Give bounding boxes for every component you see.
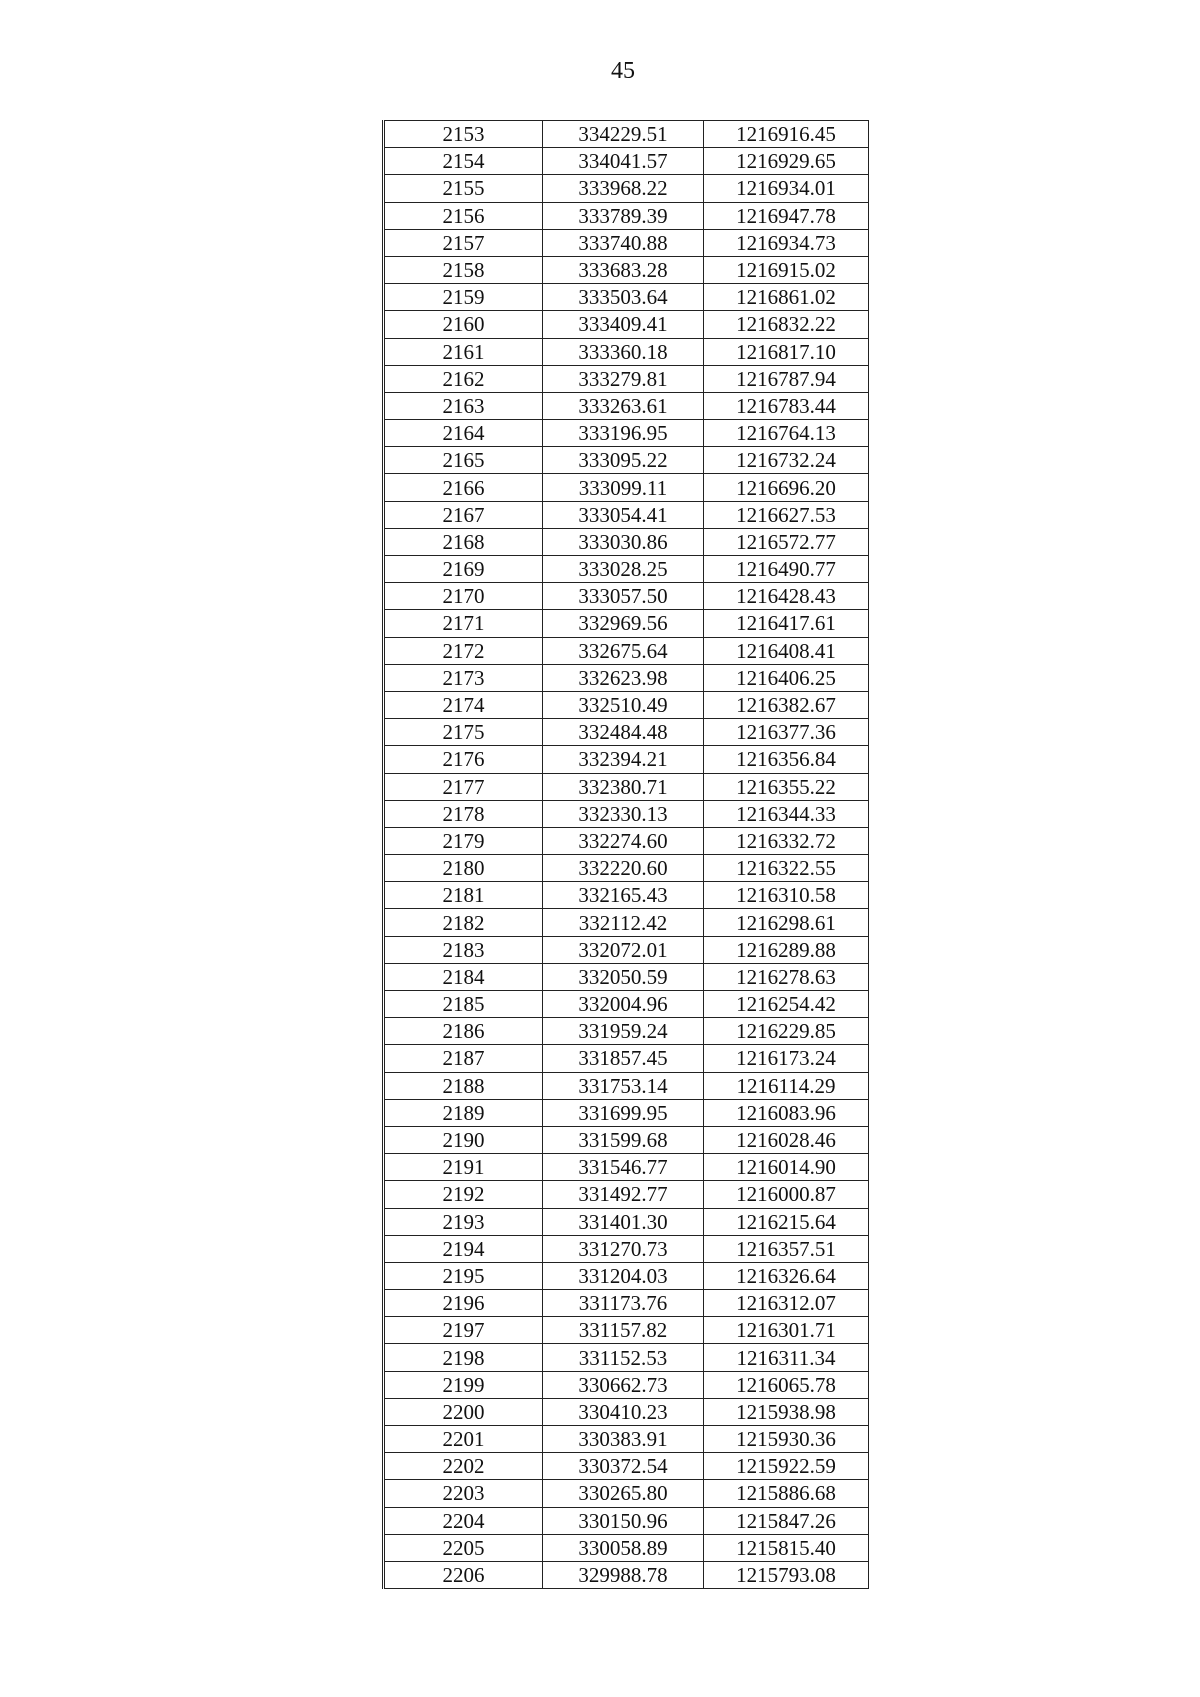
table-row bbox=[384, 719, 869, 746]
point-number-cell: 2165 bbox=[384, 447, 543, 474]
y-coordinate-cell: 1216929.65 bbox=[704, 148, 869, 175]
x-coordinate-cell: 331959.24 bbox=[543, 1018, 704, 1045]
point-number-cell: 2187 bbox=[384, 1045, 543, 1072]
table-row bbox=[384, 936, 869, 963]
point-number-cell: 2168 bbox=[384, 528, 543, 555]
table-row bbox=[384, 392, 869, 419]
table-row bbox=[384, 610, 869, 637]
y-coordinate-cell: 1215815.40 bbox=[704, 1534, 869, 1561]
x-coordinate-cell: 331152.53 bbox=[543, 1344, 704, 1371]
y-coordinate-cell: 1216254.42 bbox=[704, 991, 869, 1018]
table-row bbox=[384, 256, 869, 283]
point-number-cell: 2206 bbox=[384, 1561, 543, 1588]
x-coordinate-cell: 331270.73 bbox=[543, 1235, 704, 1262]
point-number-cell: 2174 bbox=[384, 691, 543, 718]
point-number-cell: 2190 bbox=[384, 1126, 543, 1153]
x-coordinate-cell: 333789.39 bbox=[543, 202, 704, 229]
table-row bbox=[384, 691, 869, 718]
table-row bbox=[384, 175, 869, 202]
y-coordinate-cell: 1216083.96 bbox=[704, 1099, 869, 1126]
y-coordinate-cell: 1216355.22 bbox=[704, 773, 869, 800]
x-coordinate-cell: 331401.30 bbox=[543, 1208, 704, 1235]
x-coordinate-cell: 330265.80 bbox=[543, 1480, 704, 1507]
table-row bbox=[384, 1154, 869, 1181]
x-coordinate-cell: 332623.98 bbox=[543, 664, 704, 691]
point-number-cell: 2200 bbox=[384, 1398, 543, 1425]
x-coordinate-cell: 332165.43 bbox=[543, 882, 704, 909]
x-coordinate-cell: 333503.64 bbox=[543, 284, 704, 311]
x-coordinate-cell: 331546.77 bbox=[543, 1154, 704, 1181]
y-coordinate-cell: 1216344.33 bbox=[704, 800, 869, 827]
point-number-cell: 2171 bbox=[384, 610, 543, 637]
y-coordinate-cell: 1216312.07 bbox=[704, 1290, 869, 1317]
point-number-cell: 2155 bbox=[384, 175, 543, 202]
coordinates-table bbox=[382, 120, 869, 1589]
y-coordinate-cell: 1216915.02 bbox=[704, 256, 869, 283]
x-coordinate-cell: 333099.11 bbox=[543, 474, 704, 501]
point-number-cell: 2189 bbox=[384, 1099, 543, 1126]
table-row bbox=[384, 474, 869, 501]
point-number-cell: 2188 bbox=[384, 1072, 543, 1099]
table-row bbox=[384, 1018, 869, 1045]
x-coordinate-cell: 330058.89 bbox=[543, 1534, 704, 1561]
y-coordinate-cell: 1216326.64 bbox=[704, 1262, 869, 1289]
point-number-cell: 2202 bbox=[384, 1453, 543, 1480]
x-coordinate-cell: 333028.25 bbox=[543, 556, 704, 583]
x-coordinate-cell: 331857.45 bbox=[543, 1045, 704, 1072]
point-number-cell: 2153 bbox=[384, 121, 543, 148]
table-row bbox=[384, 1262, 869, 1289]
point-number-cell: 2158 bbox=[384, 256, 543, 283]
table-row bbox=[384, 909, 869, 936]
point-number-cell: 2197 bbox=[384, 1317, 543, 1344]
x-coordinate-cell: 332112.42 bbox=[543, 909, 704, 936]
x-coordinate-cell: 334041.57 bbox=[543, 148, 704, 175]
y-coordinate-cell: 1216377.36 bbox=[704, 719, 869, 746]
table-row bbox=[384, 1371, 869, 1398]
page-number: 45 bbox=[611, 58, 635, 84]
point-number-cell: 2175 bbox=[384, 719, 543, 746]
y-coordinate-cell: 1216732.24 bbox=[704, 447, 869, 474]
table-row bbox=[384, 1480, 869, 1507]
x-coordinate-cell: 333030.86 bbox=[543, 528, 704, 555]
y-coordinate-cell: 1216408.41 bbox=[704, 637, 869, 664]
table-row bbox=[384, 1099, 869, 1126]
x-coordinate-cell: 333054.41 bbox=[543, 501, 704, 528]
y-coordinate-cell: 1216947.78 bbox=[704, 202, 869, 229]
table-row bbox=[384, 528, 869, 555]
point-number-cell: 2204 bbox=[384, 1507, 543, 1534]
y-coordinate-cell: 1216916.45 bbox=[704, 121, 869, 148]
x-coordinate-cell: 330150.96 bbox=[543, 1507, 704, 1534]
table-row bbox=[384, 1045, 869, 1072]
point-number-cell: 2154 bbox=[384, 148, 543, 175]
y-coordinate-cell: 1216298.61 bbox=[704, 909, 869, 936]
x-coordinate-cell: 331492.77 bbox=[543, 1181, 704, 1208]
y-coordinate-cell: 1216861.02 bbox=[704, 284, 869, 311]
y-coordinate-cell: 1216065.78 bbox=[704, 1371, 869, 1398]
x-coordinate-cell: 330372.54 bbox=[543, 1453, 704, 1480]
x-coordinate-cell: 333095.22 bbox=[543, 447, 704, 474]
y-coordinate-cell: 1216322.55 bbox=[704, 855, 869, 882]
y-coordinate-cell: 1215886.68 bbox=[704, 1480, 869, 1507]
y-coordinate-cell: 1216357.51 bbox=[704, 1235, 869, 1262]
x-coordinate-cell: 331157.82 bbox=[543, 1317, 704, 1344]
table-row bbox=[384, 1072, 869, 1099]
point-number-cell: 2194 bbox=[384, 1235, 543, 1262]
table-row bbox=[384, 583, 869, 610]
table-row bbox=[384, 1507, 869, 1534]
point-number-cell: 2176 bbox=[384, 746, 543, 773]
table-row bbox=[384, 1317, 869, 1344]
x-coordinate-cell: 332394.21 bbox=[543, 746, 704, 773]
x-coordinate-cell: 332220.60 bbox=[543, 855, 704, 882]
table-row bbox=[384, 882, 869, 909]
x-coordinate-cell: 330383.91 bbox=[543, 1426, 704, 1453]
point-number-cell: 2166 bbox=[384, 474, 543, 501]
table-row bbox=[384, 284, 869, 311]
y-coordinate-cell: 1216627.53 bbox=[704, 501, 869, 528]
point-number-cell: 2163 bbox=[384, 392, 543, 419]
x-coordinate-cell: 333263.61 bbox=[543, 392, 704, 419]
y-coordinate-cell: 1216428.43 bbox=[704, 583, 869, 610]
table-row bbox=[384, 1344, 869, 1371]
point-number-cell: 2162 bbox=[384, 365, 543, 392]
table-row bbox=[384, 991, 869, 1018]
x-coordinate-cell: 332050.59 bbox=[543, 963, 704, 990]
table-row bbox=[384, 1398, 869, 1425]
y-coordinate-cell: 1216229.85 bbox=[704, 1018, 869, 1045]
y-coordinate-cell: 1215793.08 bbox=[704, 1561, 869, 1588]
y-coordinate-cell: 1215922.59 bbox=[704, 1453, 869, 1480]
point-number-cell: 2195 bbox=[384, 1262, 543, 1289]
y-coordinate-cell: 1216382.67 bbox=[704, 691, 869, 718]
point-number-cell: 2172 bbox=[384, 637, 543, 664]
table-row bbox=[384, 800, 869, 827]
table-row bbox=[384, 1426, 869, 1453]
y-coordinate-cell: 1216406.25 bbox=[704, 664, 869, 691]
x-coordinate-cell: 330662.73 bbox=[543, 1371, 704, 1398]
point-number-cell: 2156 bbox=[384, 202, 543, 229]
x-coordinate-cell: 332072.01 bbox=[543, 936, 704, 963]
x-coordinate-cell: 332969.56 bbox=[543, 610, 704, 637]
point-number-cell: 2181 bbox=[384, 882, 543, 909]
y-coordinate-cell: 1216934.01 bbox=[704, 175, 869, 202]
point-number-cell: 2182 bbox=[384, 909, 543, 936]
table-row bbox=[384, 420, 869, 447]
table-row bbox=[384, 1181, 869, 1208]
x-coordinate-cell: 331753.14 bbox=[543, 1072, 704, 1099]
point-number-cell: 2198 bbox=[384, 1344, 543, 1371]
point-number-cell: 2203 bbox=[384, 1480, 543, 1507]
x-coordinate-cell: 333196.95 bbox=[543, 420, 704, 447]
x-coordinate-cell: 334229.51 bbox=[543, 121, 704, 148]
table-row bbox=[384, 773, 869, 800]
point-number-cell: 2170 bbox=[384, 583, 543, 610]
table-row bbox=[384, 202, 869, 229]
point-number-cell: 2196 bbox=[384, 1290, 543, 1317]
x-coordinate-cell: 332274.60 bbox=[543, 827, 704, 854]
table-row bbox=[384, 746, 869, 773]
table-row bbox=[384, 1453, 869, 1480]
table-row bbox=[384, 664, 869, 691]
table-row bbox=[384, 501, 869, 528]
point-number-cell: 2169 bbox=[384, 556, 543, 583]
x-coordinate-cell: 332675.64 bbox=[543, 637, 704, 664]
point-number-cell: 2167 bbox=[384, 501, 543, 528]
x-coordinate-cell: 333057.50 bbox=[543, 583, 704, 610]
table-row bbox=[384, 637, 869, 664]
x-coordinate-cell: 331599.68 bbox=[543, 1126, 704, 1153]
table-row bbox=[384, 121, 869, 148]
table-row bbox=[384, 556, 869, 583]
point-number-cell: 2180 bbox=[384, 855, 543, 882]
y-coordinate-cell: 1216014.90 bbox=[704, 1154, 869, 1181]
table-row bbox=[384, 338, 869, 365]
x-coordinate-cell: 332330.13 bbox=[543, 800, 704, 827]
x-coordinate-cell: 332484.48 bbox=[543, 719, 704, 746]
y-coordinate-cell: 1216310.58 bbox=[704, 882, 869, 909]
point-number-cell: 2157 bbox=[384, 229, 543, 256]
y-coordinate-cell: 1216215.64 bbox=[704, 1208, 869, 1235]
y-coordinate-cell: 1216817.10 bbox=[704, 338, 869, 365]
y-coordinate-cell: 1216696.20 bbox=[704, 474, 869, 501]
table-row bbox=[384, 855, 869, 882]
table-row bbox=[384, 311, 869, 338]
table-row bbox=[384, 1126, 869, 1153]
table-row bbox=[384, 447, 869, 474]
x-coordinate-cell: 329988.78 bbox=[543, 1561, 704, 1588]
table-row bbox=[384, 148, 869, 175]
table-row bbox=[384, 963, 869, 990]
x-coordinate-cell: 331204.03 bbox=[543, 1262, 704, 1289]
table-row bbox=[384, 229, 869, 256]
point-number-cell: 2186 bbox=[384, 1018, 543, 1045]
point-number-cell: 2161 bbox=[384, 338, 543, 365]
y-coordinate-cell: 1215847.26 bbox=[704, 1507, 869, 1534]
point-number-cell: 2159 bbox=[384, 284, 543, 311]
table-row bbox=[384, 1208, 869, 1235]
y-coordinate-cell: 1216173.24 bbox=[704, 1045, 869, 1072]
y-coordinate-cell: 1216764.13 bbox=[704, 420, 869, 447]
x-coordinate-cell: 330410.23 bbox=[543, 1398, 704, 1425]
table-row bbox=[384, 1534, 869, 1561]
point-number-cell: 2164 bbox=[384, 420, 543, 447]
y-coordinate-cell: 1216301.71 bbox=[704, 1317, 869, 1344]
y-coordinate-cell: 1216278.63 bbox=[704, 963, 869, 990]
y-coordinate-cell: 1216934.73 bbox=[704, 229, 869, 256]
table-row bbox=[384, 365, 869, 392]
y-coordinate-cell: 1216114.29 bbox=[704, 1072, 869, 1099]
y-coordinate-cell: 1216572.77 bbox=[704, 528, 869, 555]
y-coordinate-cell: 1216000.87 bbox=[704, 1181, 869, 1208]
y-coordinate-cell: 1216490.77 bbox=[704, 556, 869, 583]
y-coordinate-cell: 1216028.46 bbox=[704, 1126, 869, 1153]
table-row bbox=[384, 1290, 869, 1317]
y-coordinate-cell: 1216356.84 bbox=[704, 746, 869, 773]
x-coordinate-cell: 331173.76 bbox=[543, 1290, 704, 1317]
point-number-cell: 2179 bbox=[384, 827, 543, 854]
table-body bbox=[384, 121, 869, 1589]
y-coordinate-cell: 1215938.98 bbox=[704, 1398, 869, 1425]
point-number-cell: 2192 bbox=[384, 1181, 543, 1208]
point-number-cell: 2178 bbox=[384, 800, 543, 827]
x-coordinate-cell: 333409.41 bbox=[543, 311, 704, 338]
table-row bbox=[384, 1561, 869, 1588]
y-coordinate-cell: 1216783.44 bbox=[704, 392, 869, 419]
y-coordinate-cell: 1216311.34 bbox=[704, 1344, 869, 1371]
x-coordinate-cell: 333360.18 bbox=[543, 338, 704, 365]
x-coordinate-cell: 331699.95 bbox=[543, 1099, 704, 1126]
point-number-cell: 2191 bbox=[384, 1154, 543, 1181]
x-coordinate-cell: 333279.81 bbox=[543, 365, 704, 392]
point-number-cell: 2183 bbox=[384, 936, 543, 963]
point-number-cell: 2173 bbox=[384, 664, 543, 691]
point-number-cell: 2177 bbox=[384, 773, 543, 800]
y-coordinate-cell: 1216289.88 bbox=[704, 936, 869, 963]
y-coordinate-cell: 1216332.72 bbox=[704, 827, 869, 854]
x-coordinate-cell: 332510.49 bbox=[543, 691, 704, 718]
point-number-cell: 2184 bbox=[384, 963, 543, 990]
x-coordinate-cell: 333740.88 bbox=[543, 229, 704, 256]
x-coordinate-cell: 333968.22 bbox=[543, 175, 704, 202]
point-number-cell: 2160 bbox=[384, 311, 543, 338]
x-coordinate-cell: 332380.71 bbox=[543, 773, 704, 800]
point-number-cell: 2205 bbox=[384, 1534, 543, 1561]
x-coordinate-cell: 332004.96 bbox=[543, 991, 704, 1018]
y-coordinate-cell: 1216832.22 bbox=[704, 311, 869, 338]
point-number-cell: 2201 bbox=[384, 1426, 543, 1453]
point-number-cell: 2185 bbox=[384, 991, 543, 1018]
table-row bbox=[384, 1235, 869, 1262]
point-number-cell: 2193 bbox=[384, 1208, 543, 1235]
table-row bbox=[384, 827, 869, 854]
y-coordinate-cell: 1216417.61 bbox=[704, 610, 869, 637]
point-number-cell: 2199 bbox=[384, 1371, 543, 1398]
y-coordinate-cell: 1215930.36 bbox=[704, 1426, 869, 1453]
y-coordinate-cell: 1216787.94 bbox=[704, 365, 869, 392]
x-coordinate-cell: 333683.28 bbox=[543, 256, 704, 283]
